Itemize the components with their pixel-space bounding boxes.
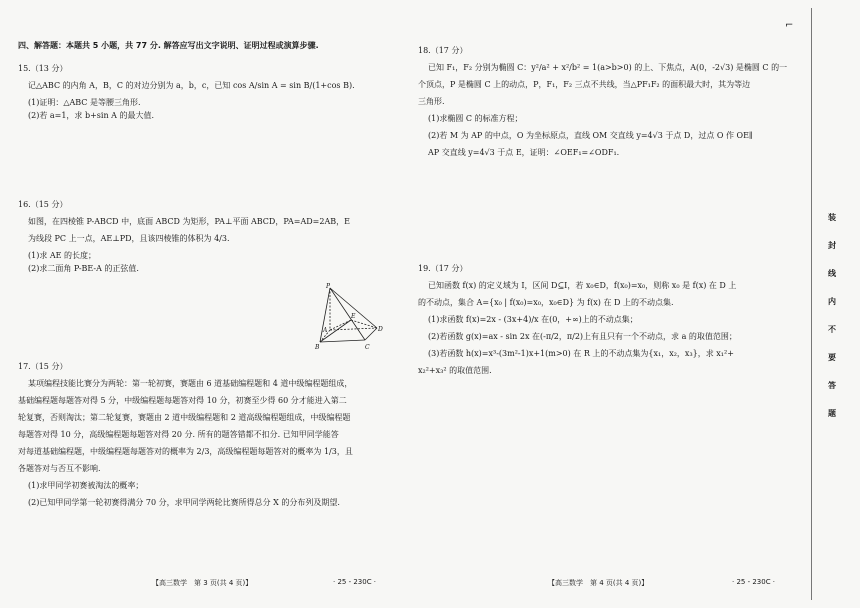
seal-char-6: 要 — [828, 353, 836, 362]
q18-number: 18.（17 分） — [418, 46, 468, 55]
question-17 — [18, 360, 388, 509]
q16-part1: (1)求 AE 的长度； — [28, 251, 97, 260]
q18-part1: (1)求椭圆 C 的标准方程； — [428, 114, 523, 123]
edge-CD — [365, 328, 377, 340]
seal-char-1: 装 — [828, 213, 836, 222]
q17-line-5: 对每道基础编程题，中级编程题每题答对的概率为 2/3，高级编程题每题答对的概率为 1/3，且 — [18, 447, 353, 456]
q17-line-2: 基础编程题每题答对得 5 分，中级编程题每题答对得 10 分，初赛至少得 60 分才能进入第二 — [18, 396, 347, 405]
q15-part2: (2)若 a=1，求 b+sin A 的最大值. — [28, 111, 155, 120]
q18-line-3: 三角形. — [418, 97, 445, 106]
q17-number: 17.（15 分） — [18, 362, 68, 371]
binding-line — [811, 8, 812, 600]
q16-stem-2: 为线段 PC 上一点，AE⊥PD，且该四棱锥的体积为 4/3. — [28, 234, 230, 243]
seal-char-4: 内 — [828, 297, 836, 306]
footer-right-code: · 25 - 230C · — [732, 578, 776, 586]
q17-line-1: 某项编程技能比赛分为两轮：第一轮初赛，赛题由 6 道基础编程题和 4 道中级编程题组成， — [28, 379, 353, 388]
q16-stem-1: 如图，在四棱锥 P-ABCD 中，底面 ABCD 为矩形，PA⊥平面 ABCD，PA=AD=2AB，E — [28, 217, 350, 226]
footer-left-page: 【高三数学 第 3 页(共 4 页)】 — [152, 579, 253, 587]
q16-part2: (2)求二面角 P-BE-A 的正弦值. — [28, 264, 139, 273]
label-E: E — [351, 313, 356, 320]
q15-stem: 记△ABC 的内角 A，B，C 的对边分别为 a，b，c，已知 cos A/sin A = sin B/(1+cos B). — [28, 81, 355, 90]
q18-line-2: 个顶点，P 是椭圆 C 上的动点，P，F₁，F₂ 三点不共线，当△PF₁F₂ 的面积最大时，其为等边 — [418, 80, 751, 89]
q19-number: 19.（17 分） — [418, 264, 468, 273]
q17-part1: (1)求甲同学初赛被淘汰的概率； — [28, 481, 144, 490]
label-C: C — [365, 344, 370, 351]
footer-right-page: 【高三数学 第 4 页(共 4 页)】 — [548, 579, 649, 587]
question-16 — [18, 198, 388, 275]
question-15 — [18, 62, 388, 122]
binding-strip — [812, 0, 860, 608]
q15-part1: (1)证明：△ABC 是等腰三角形. — [28, 98, 141, 107]
q15-number: 15.（13 分） — [18, 64, 68, 73]
seal-char-7: 答 — [828, 381, 836, 390]
segment-AE — [330, 320, 351, 330]
seal-char-3: 线 — [828, 269, 836, 278]
q19-part1: (1)求函数 f(x)=2x - (3x+4)/x 在(0，+∞)上的不动点集； — [428, 315, 638, 324]
q17-part2: (2)已知甲同学第一轮初赛得满分 70 分，求甲同学两轮比赛所得总分 X 的分布列及期望. — [28, 498, 340, 507]
q17-line-4: 每题答对得 10 分，高级编程题每题答对得 20 分. 所有的题答错都不扣分. 已知甲同学能答 — [18, 430, 339, 439]
seal-char-8: 题 — [828, 409, 836, 418]
question-19 — [418, 262, 788, 377]
seal-char-2: 封 — [828, 241, 836, 250]
q19-line-2: 的不动点，集合 A={x₀ | f(x₀)=x₀，x₀∈D} 为 f(x) 在 D 上的不动点集. — [418, 298, 674, 307]
question-18 — [418, 44, 788, 159]
seal-char-5: 不 — [828, 325, 836, 334]
edge-BC — [320, 340, 365, 342]
corner-mark: ⌐ — [785, 20, 794, 31]
q18-part2-b: AP 交直线 y=4√3 于点 E，证明：∠OEF₁=∠ODF₁. — [428, 148, 620, 157]
footer-left-code: · 25 - 230C · — [333, 578, 377, 586]
pyramid-figure — [305, 282, 387, 352]
q19-part3-a: (3)若函数 h(x)=x³-(3m²-1)x+1(m>0) 在 R 上的不动点集为{x₁，x₂，x₃}，求 x₁²+ — [428, 349, 734, 358]
label-B: B — [315, 344, 320, 351]
q17-line-3: 轮复赛，否则淘汰；第二轮复赛，赛题由 2 道中级编程题和 2 道高级编程题组成，中级编程题 — [18, 413, 351, 422]
q19-line-1: 已知函数 f(x) 的定义域为 I，区间 D⊆I，若 x₀∈D，f(x₀)=x₀，则称 x₀ 是 f(x) 在 D 上 — [428, 281, 737, 290]
pyramid-diagram — [305, 282, 387, 352]
q17-line-6: 各题答对与否互不影响. — [18, 464, 101, 473]
q18-part2-a: (2)若 M 为 AP 的中点，O 为坐标原点，直线 OM 交直线 y=4√3 于点 D，过点 O 作 OE∥ — [428, 131, 753, 140]
label-P: P — [326, 283, 331, 290]
q18-line-1: 已知 F₁，F₂ 分别为椭圆 C：y²/a² + x²/b² = 1(a>b>0) 的上、下焦点，A(0，-2√3) 是椭圆 C 的一 — [428, 63, 788, 72]
segment-ED — [351, 320, 377, 328]
edge-PC — [330, 288, 365, 340]
label-D: D — [378, 326, 383, 333]
q19-part3-b: x₂²+x₃² 的取值范围. — [418, 366, 492, 375]
section-heading: 四、解答题：本题共 5 小题，共 77 分. 解答应写出文字说明、证明过程或演算步骤. — [18, 41, 319, 50]
q19-part2: (2)若函数 g(x)=ax - sin 2x 在(-π/2，π/2)上有且只有一个不动点，求 a 的取值范围； — [428, 332, 737, 341]
q16-number: 16.（15 分） — [18, 200, 68, 209]
edge-PD — [330, 288, 377, 328]
label-A: A — [323, 327, 328, 334]
